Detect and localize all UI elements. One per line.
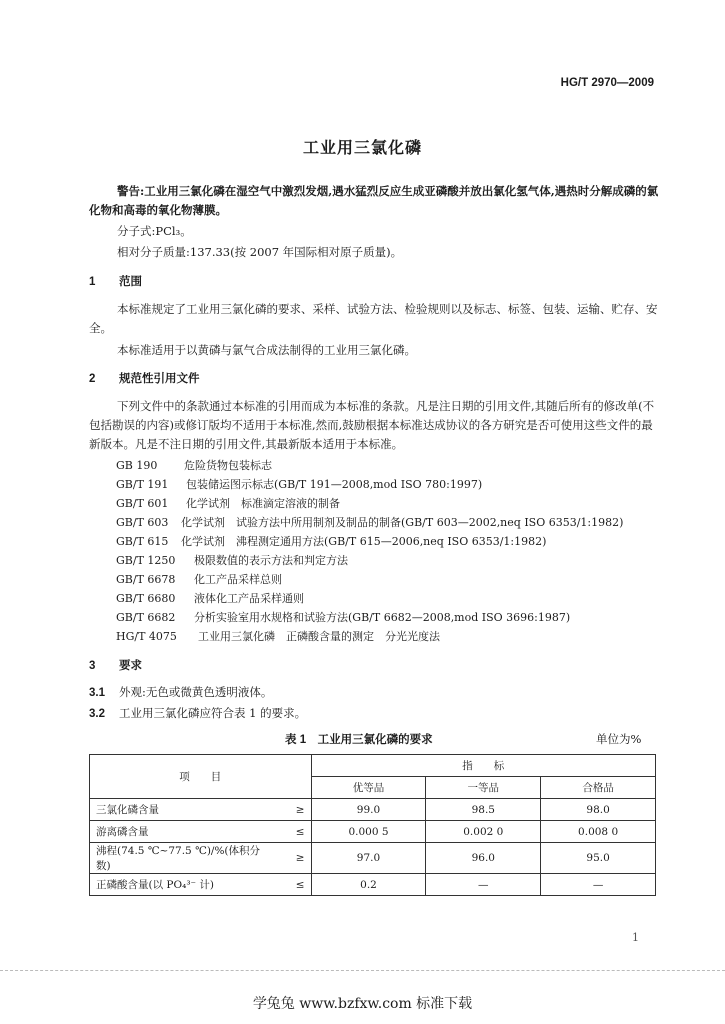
requirements-table xyxy=(89,754,656,896)
row-value: 99.0 xyxy=(311,799,426,821)
reference-code: HG/T 4075 xyxy=(116,630,177,643)
clause-3-1 xyxy=(89,683,272,703)
reference-item xyxy=(116,590,304,606)
reference-code: GB 190 xyxy=(116,459,158,472)
row-value: 98.0 xyxy=(541,799,656,821)
row-value: 96.0 xyxy=(426,843,541,874)
row-value: 98.5 xyxy=(426,799,541,821)
reference-title: 分析实验室用水规格和试验方法(GB/T 6682—2008,mod ISO 3696:1987) xyxy=(194,611,571,624)
footer-watermark-text: 学兔兔 www.bzfxw.com 标准下载 xyxy=(252,996,473,1012)
reference-title: 极限数值的表示方法和判定方法 xyxy=(194,554,348,567)
table-row xyxy=(90,799,656,821)
row-value: 0.2 xyxy=(311,874,426,896)
scope-paragraph-1: 本标准规定了工业用三氯化磷的要求、采样、试验方法、检验规则以及标志、标签、包装、运输、贮存、安全。 xyxy=(89,302,658,335)
reference-title: 化学试剂 沸程测定通用方法(GB/T 615—2006,neq ISO 6353/1:1982) xyxy=(181,535,547,548)
reference-code: GB/T 6682 xyxy=(116,611,176,624)
table-row xyxy=(90,821,656,843)
header-item: 项 目 xyxy=(90,755,312,799)
clause-text: 工业用三氯化磷应符合表 1 的要求。 xyxy=(119,706,307,720)
normative-intro-paragraph: 下列文件中的条款通过本标准的引用而成为本标准的条款。凡是注日期的引用文件,其随后所有的修改单(不包括勘误的内容)或修订版均不适用于本标准,然而,鼓励根据本标准达成协议的各方研究是否可使用这些文件的最新版本。凡是不注日期的引用文件,其最新版本适用于本标准。 xyxy=(89,399,655,451)
header-index: 指 标 xyxy=(311,755,655,777)
row-name: 三氯化磷含量 xyxy=(90,799,280,821)
row-value: 0.008 0 xyxy=(541,821,656,843)
table-caption: 表 1 工业用三氯化磷的要求 xyxy=(285,734,433,746)
footer-divider xyxy=(0,970,725,971)
standard-code: HG/T 2970—2009 xyxy=(560,77,654,89)
row-value: 0.002 0 xyxy=(426,821,541,843)
reference-code: GB/T 6680 xyxy=(116,592,176,605)
molecular-formula: 分子式:PCl₃。 xyxy=(117,224,192,238)
reference-code: GB/T 601 xyxy=(116,497,169,510)
reference-item xyxy=(116,514,623,530)
header-grade: 一等品 xyxy=(426,777,541,799)
row-symbol: ≤ xyxy=(279,874,311,896)
section-number: 2 xyxy=(89,373,96,385)
reference-item xyxy=(116,495,340,511)
section-number: 1 xyxy=(89,276,96,288)
molecular-mass: 相对分子质量:137.33(按 2007 年国际相对原子质量)。 xyxy=(117,245,403,259)
reference-code: GB/T 603 xyxy=(116,516,169,529)
table-row xyxy=(90,843,656,874)
header-grade: 合格品 xyxy=(541,777,656,799)
reference-title: 危险货物包装标志 xyxy=(184,459,272,472)
page-number: 1 xyxy=(632,931,639,944)
section-title: 要求 xyxy=(119,660,142,672)
reference-title: 包装储运图示标志(GB/T 191—2008,mod ISO 780:1997) xyxy=(186,478,483,491)
reference-title: 液体化工产品采样通则 xyxy=(194,592,304,605)
reference-code: GB/T 615 xyxy=(116,535,169,548)
reference-code: GB/T 1250 xyxy=(116,554,176,567)
clause-text: 外观:无色或微黄色透明液体。 xyxy=(119,685,273,699)
table-unit: 单位为% xyxy=(596,732,642,746)
section-2-heading xyxy=(89,370,200,386)
reference-item xyxy=(116,533,546,549)
row-name: 正磷酸含量(以 PO₄³⁻ 计) xyxy=(90,874,280,896)
reference-item xyxy=(116,552,348,568)
row-value: 0.000 5 xyxy=(311,821,426,843)
section-1-heading xyxy=(89,273,142,289)
reference-code: GB/T 6678 xyxy=(116,573,176,586)
reference-item xyxy=(116,609,570,625)
row-symbol: ≥ xyxy=(279,799,311,821)
clause-number: 3.2 xyxy=(89,708,105,720)
reference-title: 化学试剂 试验方法中所用制剂及制品的制备(GB/T 603—2002,neq ISO 6353/1:1982) xyxy=(181,516,624,529)
clause-number: 3.1 xyxy=(89,687,105,699)
header-grade: 优等品 xyxy=(311,777,426,799)
row-value: 97.0 xyxy=(311,843,426,874)
row-name: 沸程(74.5 ℃~77.5 ℃)/%(体积分数) xyxy=(90,843,280,874)
warning-paragraph: 警告:工业用三氯化磷在湿空气中激烈发烟,遇水猛烈反应生成亚磷酸并放出氯化氢气体,遇热时分解成磷的氯化物和高毒的氧化物薄膜。 xyxy=(89,184,659,217)
reference-item xyxy=(116,476,482,492)
section-3-heading xyxy=(89,657,142,673)
scope-paragraph-2: 本标准适用于以黄磷与氯气合成法制得的工业用三氯化磷。 xyxy=(117,343,416,357)
reference-item xyxy=(116,628,440,644)
row-symbol: ≤ xyxy=(279,821,311,843)
section-title: 规范性引用文件 xyxy=(119,373,200,385)
table-row xyxy=(90,874,656,896)
section-number: 3 xyxy=(89,660,96,672)
reference-code: GB/T 191 xyxy=(116,478,169,491)
row-value: 95.0 xyxy=(541,843,656,874)
section-title: 范围 xyxy=(119,276,142,288)
reference-title: 化工产品采样总则 xyxy=(194,573,282,586)
reference-item xyxy=(116,457,272,473)
reference-title: 化学试剂 标准滴定溶液的制备 xyxy=(186,497,340,510)
row-value: — xyxy=(426,874,541,896)
reference-title: 工业用三氯化磷 正磷酸含量的测定 分光光度法 xyxy=(198,630,440,643)
row-symbol: ≥ xyxy=(279,843,311,874)
row-name: 游离磷含量 xyxy=(90,821,280,843)
reference-item xyxy=(116,571,282,587)
row-value: — xyxy=(541,874,656,896)
document-title: 工业用三氯化磷 xyxy=(302,138,422,157)
clause-3-2 xyxy=(89,704,306,724)
